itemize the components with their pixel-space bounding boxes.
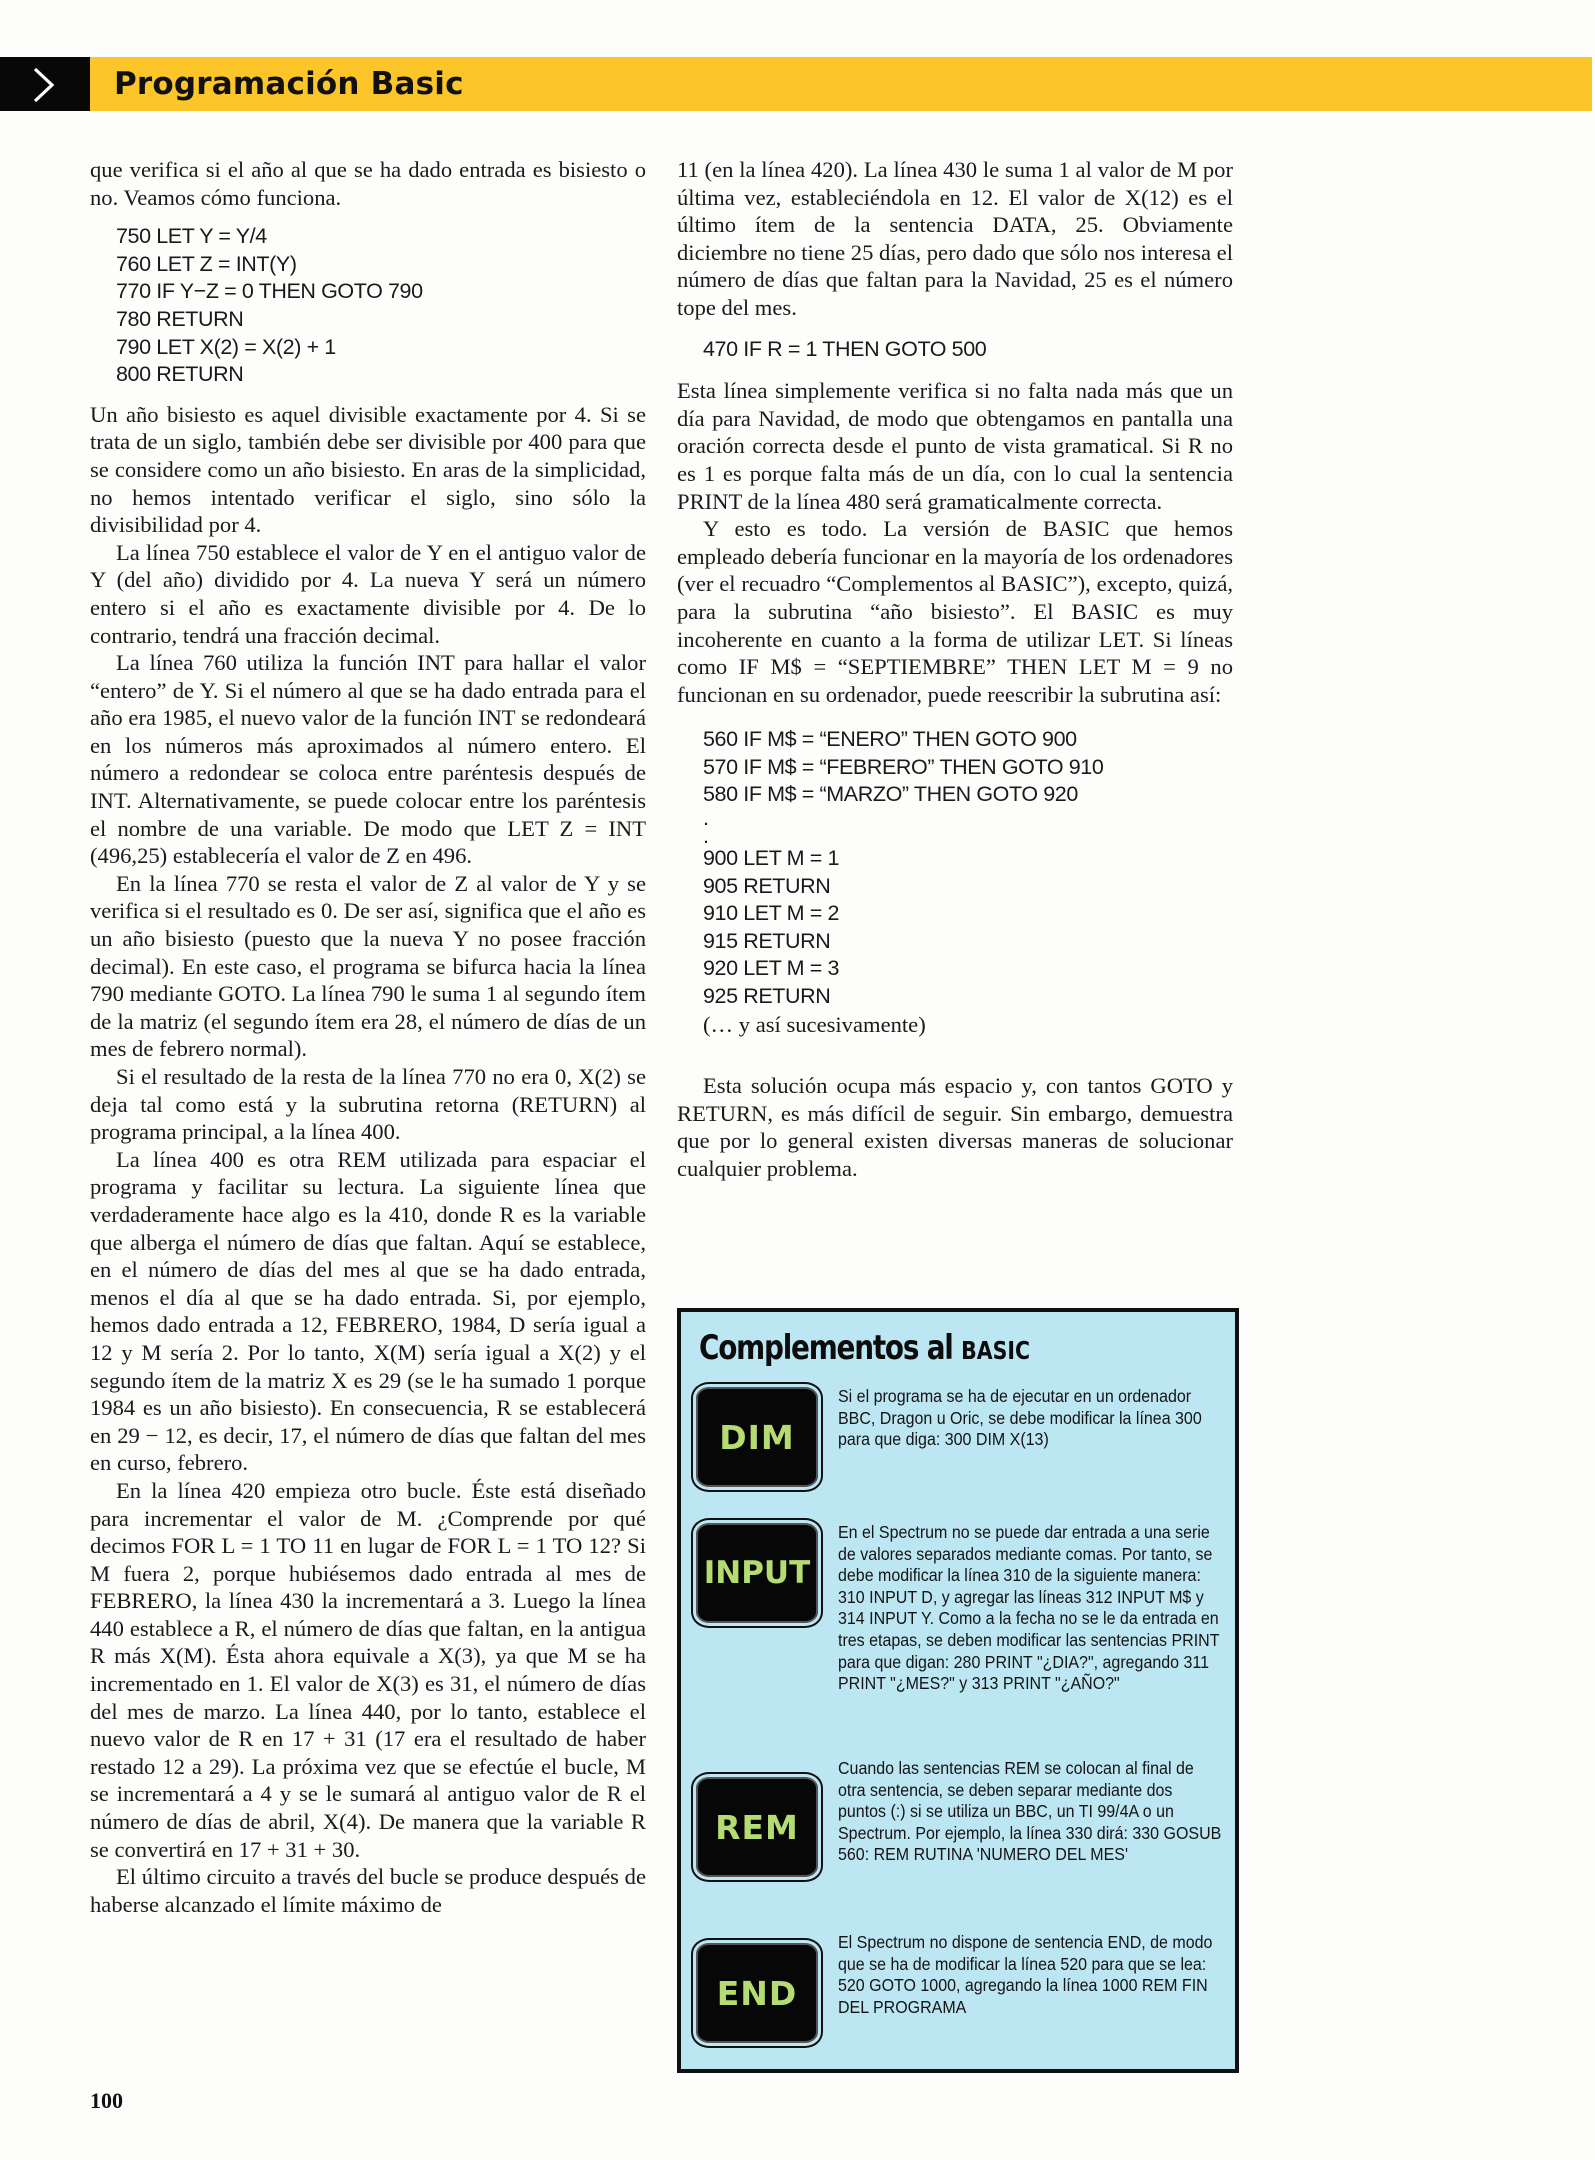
code-line: 905 RETURN xyxy=(703,873,831,898)
code-note: (… y así sucesivamente) xyxy=(703,1011,926,1037)
box-title xyxy=(699,1328,1030,1368)
code-line: 780 RETURN xyxy=(116,306,244,331)
code-line: 560 IF M$ = “ENERO” THEN GOTO 900 xyxy=(703,727,1077,752)
entry-text: El Spectrum no dispone de sentencia END, de modo que se ha de modificar la línea 520 para que se lea: 520 GOTO 1000, agregando la línea 1000 REM FIN DEL PROGRAMA xyxy=(838,1932,1213,2017)
code-line: 470 IF R = 1 THEN GOTO 500 xyxy=(703,336,987,361)
monitor-screen-icon xyxy=(693,1384,821,1490)
paragraph: El último circuito a través del bucle se produce después de haberse alcanzado el límite máximo de xyxy=(90,1864,646,1917)
code-line: 580 IF M$ = “MARZO” THEN GOTO 920 xyxy=(703,782,1078,807)
section-title: Programación Basic xyxy=(114,66,464,102)
code-line: 770 IF Y−Z = 0 THEN GOTO 790 xyxy=(116,279,423,304)
entry-text: Cuando las sentencias REM se colocan al final de otra sentencia, se deben separar mediante dos puntos (:) si se utiliza un BBC, un TI 99/4A o un Spectrum. Por ejemplo, la línea 330 dirá: 330 GOSUB 560: REM RUTINA 'NUMERO DEL MES' xyxy=(838,1758,1222,1865)
paragraph: Esta línea simplemente verifica si no falta nada más que un día para Navidad, de modo que obtengamos en pantalla una oración correcta desde el punto de vista gramatical. Si R no es 1 es porque falta más de un día, con lo cual la sentencia PRINT de la línea 480 será gramaticalmente correcta. xyxy=(677,378,1233,514)
paragraph: Esta solución ocupa más espacio y, con tantos GOTO y RETURN, es más difícil de seguir. Sin embargo, demuestra que por lo general existen diversas maneras de solucionar cualquier problema. xyxy=(677,1073,1233,1181)
keyword-label: DIM xyxy=(719,1417,795,1457)
code-listing-line-470 xyxy=(677,336,1233,364)
code-listing-leap-year xyxy=(90,223,646,389)
monitor-screen-icon xyxy=(693,1774,821,1880)
paragraph: La línea 400 es otra REM utilizada para espaciar el programa y facilitar su lectura. La siguiente línea que verdaderamente hace algo es la 410, donde R es la variable que alberga el número de días que faltan. Aquí se establece, en el número de días del mes al que se ha dado entrada, menos el día al que se ha dado entrada. Si, por ejemplo, hemos dado entrada a 12, FEBRERO, 1984, D sería igual a 12 y M sería 2. Por lo tanto, X(M) sería igual a X(2) y el segundo ítem de la matriz X es 29 (se le ha sumado 1 porque 1984 es un año bisiesto). En consecuencia, R se establecerá en 29 − 12, es decir, 17, el número de días que faltan del mes en curso, febrero. xyxy=(90,1146,646,1476)
paragraph: Un año bisiesto es aquel divisible exactamente por 4. Si se trata de un siglo, también debe ser divisible por 400 para que se considere como un año bisiesto. En aras de la simplicidad, no hemos intentado verificar el siglo, sino sólo la divisibilidad por 4. xyxy=(90,401,646,538)
box-title-basic: BASIC xyxy=(961,1336,1031,1365)
keyword-label: REM xyxy=(715,1807,799,1847)
code-line: 920 LET M = 3 xyxy=(703,956,840,981)
entry-text: En el Spectrum no se puede dar entrada a una serie de valores separados mediante comas. Por tanto, se debe modificar la línea 310 de la siguiente manera: 310 INPUT D, y agregar las líneas 312 INPUT M$ y 314 INPUT Y. Como a la fecha no se le da entrada en tres etapas, se deben modificar las sentencias PRINT para que digan: 280 PRINT "¿DIA?", agregando 311 PRINT "¿MES?" y 313 PRINT "¿AÑO?" xyxy=(838,1522,1220,1694)
left-column xyxy=(90,156,646,1918)
paragraph: que verifica si el año al que se ha dado entrada es bisiesto o no. Veamos cómo funciona. xyxy=(90,157,646,210)
section-marker xyxy=(0,57,90,111)
monitor-screen-icon xyxy=(693,1520,821,1626)
code-line: 760 LET Z = INT(Y) xyxy=(116,251,297,276)
code-line: 925 RETURN xyxy=(703,984,831,1009)
code-line: 900 LET M = 1 xyxy=(703,846,840,871)
chevron-right-icon xyxy=(26,67,62,103)
paragraph: Si el resultado de la resta de la línea 770 no era 0, X(2) se deja tal como está y la subrutina retorna (RETURN) al programa principal, a la línea 400. xyxy=(90,1064,646,1145)
code-line: . xyxy=(703,824,709,849)
paragraph: En la línea 770 se resta el valor de Z al valor de Y y se verifica si el resultado es 0. De ser así, significa que el año es un año bisiesto (puesto que la nueva Y no posee fracción decimal). En este caso, el programa se bifurca hacia la línea 790 mediante GOTO. La línea 790 le suma 1 al segundo ítem de la matriz (el segundo ítem era 28, el número de días de un mes de febrero normal). xyxy=(90,870,646,1062)
entry-text: Si el programa se ha de ejecutar en un ordenador BBC, Dragon u Oric, se debe modificar la línea 300 para que diga: 300 DIM X(13) xyxy=(838,1386,1202,1450)
paragraph: La línea 750 establece el valor de Y en el antiguo valor de Y (del año) dividido por 4. La nueva Y será un número entero si el año es exactamente divisible por 4. De lo contrario, tendrá una fracción decimal. xyxy=(90,539,646,648)
monitor-screen-icon xyxy=(693,1940,821,2046)
code-line: . xyxy=(703,806,709,831)
code-line: 790 LET X(2) = X(2) + 1 xyxy=(116,334,336,359)
right-column xyxy=(677,156,1233,1183)
paragraph: 11 (en la línea 420). La línea 430 le suma 1 al valor de M por última vez, estableciéndola en 12. El valor de X(12) es el último ítem de la sentencia DATA, 25. Obviamente diciembre no tiene 25 días, pero dado que sólo nos interesa el número de días que faltan para la Navidad, 25 es el número tope del mes. xyxy=(677,157,1233,320)
keyword-label: INPUT xyxy=(703,1555,811,1591)
code-line: 910 LET M = 2 xyxy=(703,901,840,926)
page-number: 100 xyxy=(90,2088,123,2113)
code-line: 570 IF M$ = “FEBRERO” THEN GOTO 910 xyxy=(703,754,1104,779)
code-line: 915 RETURN xyxy=(703,928,831,953)
code-listing-month-subroutine xyxy=(677,726,1233,1038)
section-header-bar xyxy=(0,57,1592,111)
paragraph: La línea 760 utiliza la función INT para hallar el valor “entero” de Y. Si el número al que se ha dado entrada para el año era 1985, el nuevo valor de la función INT se redondeará en los números más aproximados al número entero. El número a redondear se coloca entre paréntesis después de INT. Alternativamente, se puede colocar entre los paréntesis el nombre de una variable. De modo que LET Z = INT (496,25) establecería el valor de Z en 496. xyxy=(90,650,646,869)
keyword-label: END xyxy=(716,1973,798,2013)
paragraph: En la línea 420 empieza otro bucle. Éste está diseñado para incrementar el valor de M. ¿Comprende por qué decimos FOR L = 1 TO 11 en lugar de FOR L = 1 TO 12? Si M fuera 2, porque hubiésemos dado entrada al mes de FEBRERO, la línea 430 la incrementará a 3. Luego la línea 440 establece a R, el número de días que faltan, en la antigua R más X(M). Ésta ahora equivale a X(3), ya que M se ha incrementado en 1. El valor de X(3) es 31, el número de días del mes de marzo. La línea 440, por lo tanto, establece el nuevo valor de R en 17 + 31 (17 era el resultado de haber restado 12 a 29). La próxima vez que se efectúe el bucle, M se incrementará a 4 y se le sumará al antiguo valor de R el número de días de abril, X(4). De manera que la variable R se convertirá en 17 + 31 + 30. xyxy=(90,1477,646,1862)
paragraph: Y esto es todo. La versión de BASIC que hemos empleado debería funcionar en la mayoría de los ordenadores (ver el recuadro “Complementos al BASIC”), excepto, quizá, para la subrutina “año bisiesto”. El BASIC es muy incoherente en cuanto a la forma de utilizar LET. Si líneas como IF M$ = “SEPTIEMBRE” THEN LET M = 9 no funcionan en su ordenador, puede reescribir la subrutina así: xyxy=(677,516,1233,707)
code-line: 800 RETURN xyxy=(116,362,244,387)
complementos-sidebar-box xyxy=(677,1308,1239,2073)
code-line: 750 LET Y = Y/4 xyxy=(116,224,267,249)
box-title-main: Complementos al xyxy=(699,1328,953,1368)
